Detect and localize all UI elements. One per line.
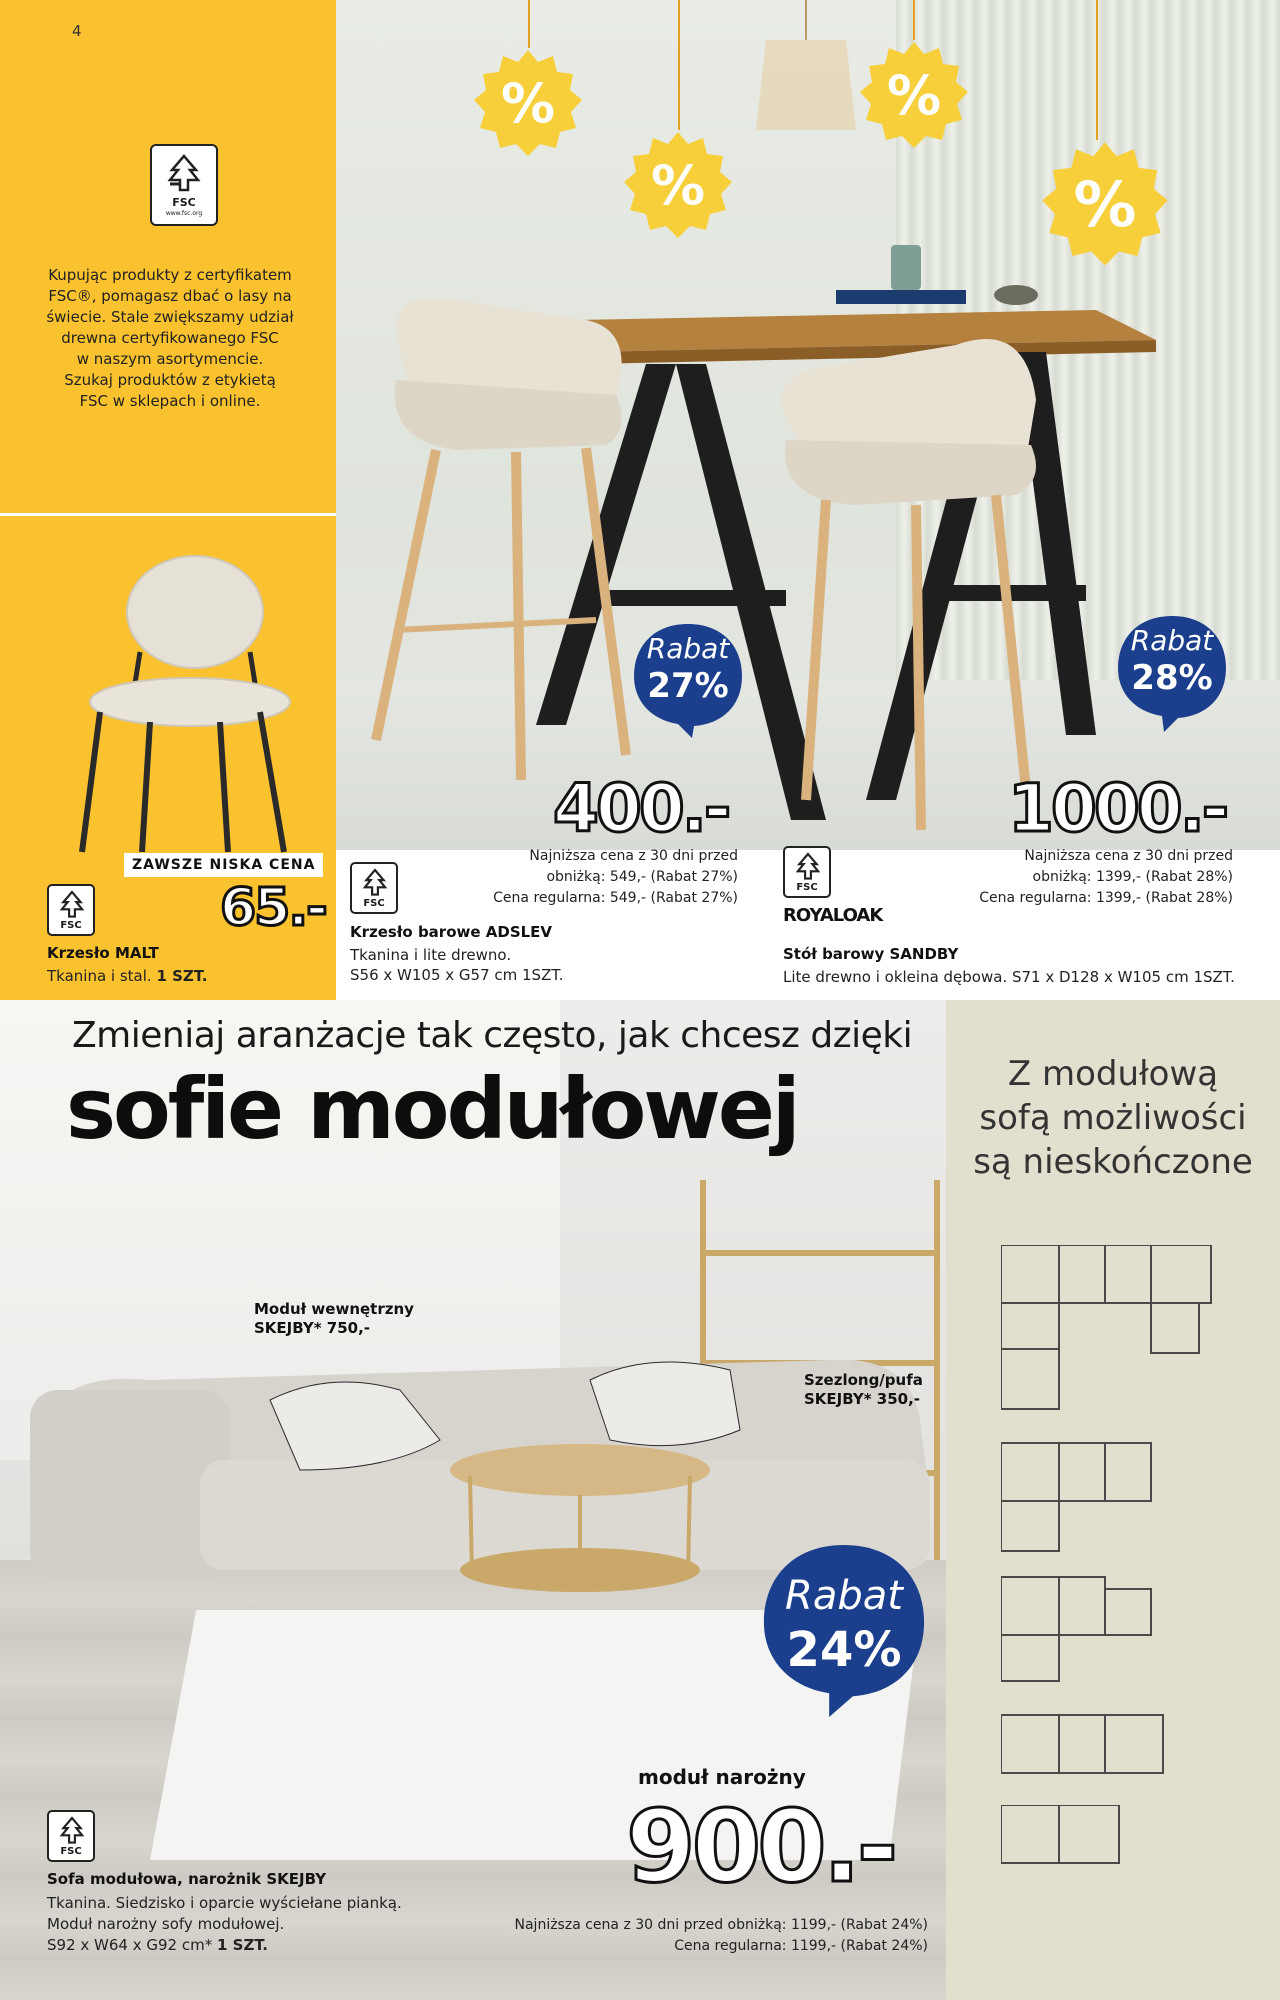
percent-tag-4 [1040, 140, 1170, 270]
fsc-info-text: Kupując produkty z certyfikatem FSC®, pomagasz dbać o lasy na świecie. Stale zwiększamy udział drewna certyfikowanego FSC w naszym asortymencie. Szukaj produktów z etykietą FSC w sklepach i online. [46, 266, 294, 410]
skejby-title: Sofa modułowa, narożnik SKEJBY [47, 1870, 327, 1888]
fsc-logo-malt: FSC [47, 884, 95, 936]
price-malt: 65.- [220, 878, 326, 938]
fsc-tree-icon [59, 890, 85, 920]
page-number: 4 [72, 22, 82, 40]
svg-text:%: % [1073, 167, 1137, 241]
modular-possibilities-text: Z modułową sofą możliwości są nieskończone [973, 1054, 1253, 1182]
price-note-sandby: Najniższa cena z 30 dni przed obniżką: 1399,- (Rabat 28%) Cena regularna: 1399,- (Rabat 28%) [979, 848, 1233, 906]
sandby-desc: Lite drewno i okleina dębowa. S71 x D128 x W105 cm 1SZT. [783, 968, 1235, 986]
module-inner-label: Moduł wewnętrzny SKEJBY* 750,- [254, 1300, 414, 1337]
tag-string [1096, 0, 1098, 140]
malt-desc: Tkanina i stal. 1 SZT. [47, 967, 208, 985]
module-chaise-label: Szezlong/pufa SKEJBY* 350,- [804, 1371, 923, 1408]
sofa-headline-line-1: Zmieniaj aranżacje tak często, jak chcesz dzięki [72, 1015, 913, 1056]
price-adslev: 400.- [553, 770, 729, 847]
fsc-tree-icon [795, 852, 821, 882]
fsc-logo-label: FSC [172, 196, 196, 209]
fsc-logo-sandby: FSC [783, 846, 831, 898]
fsc-logo-skejby: FSC [47, 1810, 95, 1862]
adslev-title: Krzesło barowe ADSLEV [350, 923, 553, 941]
corner-module-label: moduł narożny [638, 1765, 806, 1789]
percent-tag-2 [622, 130, 734, 242]
sandby-title: Stół barowy SANDBY [783, 945, 959, 963]
fsc-tree-icon [59, 1816, 85, 1846]
tag-string [913, 0, 915, 40]
rabat-value-skejby: 24% [786, 1622, 902, 1678]
svg-text:%: % [650, 154, 706, 217]
skejby-desc: Tkanina. Siedzisko i oparcie wyściełane pianką. Moduł narożny sofy modułowej. S92 x W64 x G92 cm* 1 SZT. [47, 1894, 402, 1954]
tag-string [528, 0, 530, 48]
svg-text:%: % [886, 64, 942, 127]
sofa-headline-line-2: sofie modułowej [66, 1060, 798, 1158]
module-configuration-2-seat [1001, 1805, 1131, 1875]
fsc-logo-sub: www.fsc.org [165, 210, 203, 217]
price-skejby: 900.- [626, 1788, 895, 1905]
royal-oak-logo: ROYALOAK [783, 905, 883, 926]
rabat-value-adslev: 27% [647, 666, 729, 706]
rabat-word-skejby: Rabat [785, 1573, 903, 1619]
coffee-table [440, 1440, 720, 1610]
fsc-tree-icon [166, 154, 202, 194]
rabat-word-adslev: Rabat [646, 632, 730, 665]
malt-title: Krzesło MALT [47, 944, 159, 962]
chair-malt-image [60, 552, 300, 862]
price-note-skejby: Najniższa cena z 30 dni przed obniżką: 1199,- (Rabat 24%) Cena regularna: 1199,- (Rabat 24%) [514, 1917, 928, 1954]
percent-tag-3 [858, 40, 970, 152]
svg-text:%: % [500, 72, 556, 135]
fsc-logo-adslev: FSC [350, 862, 398, 914]
adslev-desc: Tkanina i lite drewno. S56 x W105 x G57 cm 1SZT. [350, 946, 564, 984]
price-note-adslev: Najniższa cena z 30 dni przed obniżką: 549,- (Rabat 27%) Cena regularna: 549,- (Rabat 27%) [493, 848, 738, 906]
fsc-logo-large [150, 144, 218, 226]
beige-side-panel [946, 1000, 1280, 2000]
panel-divider [0, 513, 336, 516]
percent-tag-1 [472, 48, 584, 160]
rabat-value-sandby: 28% [1131, 658, 1213, 698]
rabat-word-sandby: Rabat [1130, 624, 1214, 657]
tag-string [678, 0, 680, 130]
fsc-tree-icon [362, 868, 388, 898]
always-low-price-badge: ZAWSZE NISKA CENA [124, 853, 323, 877]
module-configurations-diagram [1001, 1245, 1231, 1805]
price-sandby: 1000.- [1008, 770, 1227, 847]
